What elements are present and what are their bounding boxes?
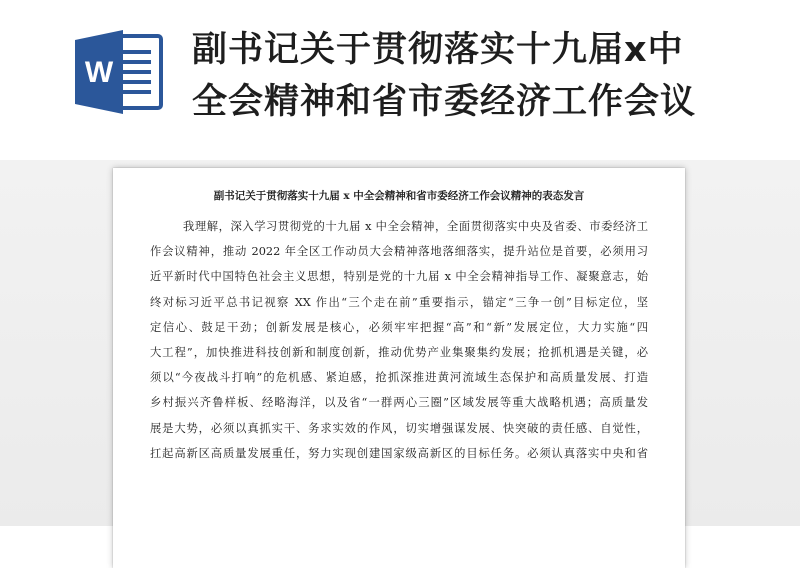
document-body (150, 214, 648, 466)
body-line: 大工程”，加快推进科技创新和制度创新，推动优势产业集聚集约发展；抢抓机遇是关键，必 (150, 345, 648, 359)
svg-text:W: W (84, 56, 114, 89)
body-line: 定信心、鼓足干劲；创新发展是核心，必须牢牢把握“高”和“新”发展定位，大力实施“四 (150, 320, 648, 334)
body-line: 近平新时代中国特色社会主义思想，特别是党的十九届 x 中全会精神指导工作、凝聚意志，始 (150, 270, 648, 284)
body-line: 扛起高新区高质量发展重任，努力实现创建国家级高新区的目标任务。必须认真落实中央和省 (150, 446, 648, 460)
document-title: 副书记关于贯彻落实十九届 x 中全会精神和省市委经济工作会议精神的表态发言 (213, 190, 585, 202)
document-page (113, 168, 685, 568)
body-line: 我理解，深入学习贯彻党的十九届 x 中全会精神，全面贯彻落实中央及省委、市委经济工 (183, 220, 648, 233)
body-line: 作会议精神，推动 2022 年全区工作动员大会精神落地落细落实，提升站位是首要，必须用习 (150, 245, 648, 259)
body-line: 终对标习近平总书记视察 XX 作出“三个走在前”重要指示，锚定“三争一创”目标定位，坚 (150, 295, 648, 309)
word-icon (75, 30, 165, 114)
page-title (192, 24, 792, 128)
body-line: 须以“今夜战斗打响”的危机感、紧迫感，抢抓深推进黄河流域生态保护和高质量发展、打造 (150, 371, 648, 385)
title-line-2: 全会精神和省市委经济工作会议 (192, 82, 697, 122)
title-line-1: 副书记关于贯彻落实十九届x中 (192, 30, 684, 70)
header-banner (0, 0, 800, 160)
body-line: 展是大势，必须以真抓实干、务求实效的作风，切实增强谋发展、快突破的责任感、自觉性， (150, 421, 648, 435)
body-line: 乡村振兴齐鲁样板、经略海洋，以及省“一群两心三圈”区域发展等重大战略机遇；高质量发 (150, 396, 648, 410)
